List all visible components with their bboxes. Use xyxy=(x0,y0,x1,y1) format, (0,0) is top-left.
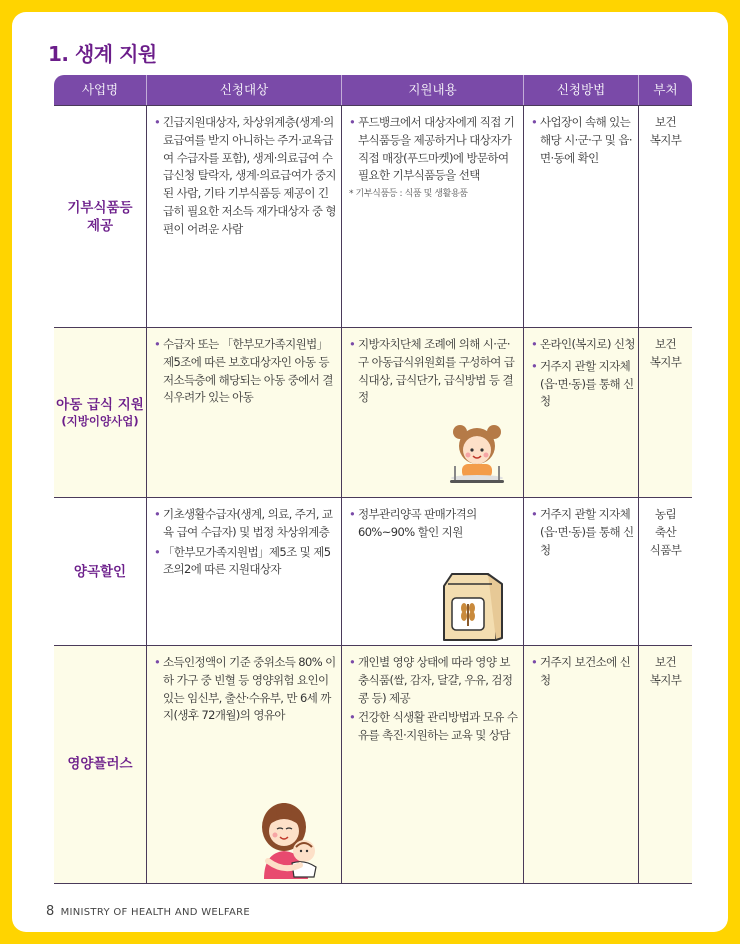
content-item: • 정부관리양곡 판매가격의 60%~90% 할인 지원 xyxy=(349,506,519,542)
row-name xyxy=(54,328,146,498)
table-row xyxy=(54,497,692,646)
dept-line: 보건 xyxy=(654,337,677,351)
page xyxy=(12,12,728,932)
table-row xyxy=(54,105,692,328)
target-item: • 긴급지원대상자, 차상위계층(생계·의료급여를 받지 아니하는 주거·교육급여 수급자를 포함), 생계·의료급여 수급신청 탈락자, 생계·의료급여가 중지된 사람, 기타 기부식품등 제공이 긴급히 필요한 저소득 재가대상자 중 형편이 어려운 사람 xyxy=(154,114,336,239)
dept-line: 복지부 xyxy=(649,672,682,687)
content-cell xyxy=(349,654,519,745)
header-dept: 부처 xyxy=(653,82,678,97)
table-header xyxy=(54,75,692,105)
page-number: 8 xyxy=(46,904,55,919)
target-item: • 소득인정액이 기준 중위소득 80% 이하 가구 중 빈혈 등 영양위험 요인이 있는 임신부, 출산·수유부, 만 6세 까지(생후 72개월)의 영유아 xyxy=(154,654,336,725)
content-note: * 기부식품등 : 식품 및 생활용품 xyxy=(349,189,468,200)
row-name-line2: 제공 xyxy=(86,218,114,234)
method-cell xyxy=(531,336,635,411)
dept-cell xyxy=(639,506,692,559)
method-cell xyxy=(531,506,635,559)
dept-line: 축산 xyxy=(654,524,677,539)
dept-line: 식품부 xyxy=(649,542,682,557)
content-cell xyxy=(349,114,519,202)
section-title: 1. 생계 지원 xyxy=(48,42,157,66)
method-cell xyxy=(531,114,635,167)
dept-line: 보건 xyxy=(654,655,677,669)
support-table xyxy=(54,75,692,883)
dept-line: 복지부 xyxy=(649,354,682,369)
row-name-line1: 양곡할인 xyxy=(73,563,127,580)
table-row xyxy=(54,645,692,884)
page-footer xyxy=(46,904,250,919)
ministry-name: MINISTRY OF HEALTH AND WELFARE xyxy=(60,907,251,918)
target-cell xyxy=(154,114,336,239)
method-cell xyxy=(531,654,635,690)
header-target: 신청대상 xyxy=(219,82,269,97)
dept-cell xyxy=(639,336,692,372)
target-item: • 수급자 또는 「한부모가족지원법」 제5조에 따른 보호대상자인 아동 등 저소득층에 해당되는 아동 중에서 결식우려가 있는 아동 xyxy=(154,336,336,407)
dept-line: 농림 xyxy=(654,507,677,521)
content-cell xyxy=(349,336,519,407)
target-item: • 「한부모가족지원법」제5조 및 제5조의2에 따른 지원대상자 xyxy=(154,544,336,580)
child-eating-illustration xyxy=(446,420,508,486)
dept-line: 복지부 xyxy=(649,132,682,147)
header-business: 사업명 xyxy=(81,82,119,97)
method-item: • 거주지 보건소에 신청 xyxy=(531,654,635,690)
header-content: 지원내용 xyxy=(408,82,457,97)
content-item: • 건강한 식생활 관리방법과 모유 수유를 촉진·지원하는 교육 및 상담 xyxy=(349,709,519,745)
target-cell xyxy=(154,654,336,725)
target-cell xyxy=(154,336,336,407)
rice-bag-illustration xyxy=(438,570,508,644)
method-item: • 거주지 관할 지자체 (읍·면·동)를 통해 신청 xyxy=(531,358,635,411)
row-name xyxy=(54,106,146,328)
dept-cell xyxy=(639,654,692,690)
row-name xyxy=(54,498,146,646)
row-name-line1: 기부식품등 xyxy=(67,199,133,216)
target-cell xyxy=(154,506,336,579)
content-cell xyxy=(349,506,519,542)
mother-baby-illustration xyxy=(254,801,332,881)
method-item: • 온라인(복지로) 신청 xyxy=(531,336,635,354)
table-row xyxy=(54,327,692,498)
row-name xyxy=(54,646,146,883)
row-name-line1: 영양플러스 xyxy=(67,756,133,773)
dept-line: 보건 xyxy=(654,115,677,129)
target-item: • 기초생활수급자(생계, 의료, 주거, 교육 급여 수급자) 및 법정 차상위계층 xyxy=(154,506,336,542)
method-item: • 사업장이 속해 있는 해당 시·군·구 및 읍·면·동에 확인 xyxy=(531,114,635,167)
content-item: • 개인별 영양 상태에 따라 영양 보충식품(쌀, 감자, 달걀, 우유, 검정콩 등) 제공 xyxy=(349,654,519,707)
dept-cell xyxy=(639,114,692,150)
row-name-line2: (지방이양사업) xyxy=(61,414,139,429)
header-method: 신청방법 xyxy=(556,82,606,97)
row-name-line1: 아동 급식 지원 xyxy=(56,397,144,414)
content-item: • 푸드뱅크에서 대상자에게 직접 기부식품등을 제공하거나 대상자가 직접 매장(푸드마켓)에 방문하여 필요한 기부식품등을 선택 xyxy=(349,114,519,185)
content-item: • 지방자치단체 조례에 의해 시·군·구 아동급식위원회를 구성하여 급식대상, 급식단가, 급식방법 등 결정 xyxy=(349,336,519,407)
method-item: • 거주지 관할 지자체 (읍·면·동)를 통해 신청 xyxy=(531,506,635,559)
